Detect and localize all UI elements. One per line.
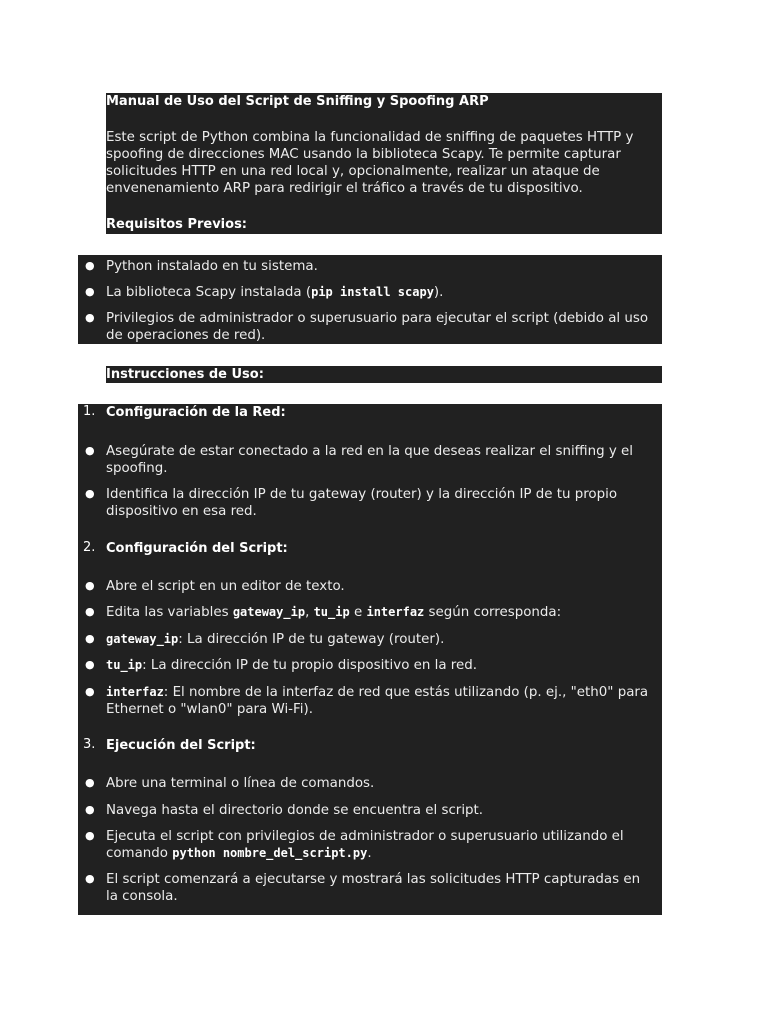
- step-title: Ejecución del Script:: [106, 738, 256, 753]
- bullet-icon: ●: [85, 658, 95, 671]
- inline-code: gateway_ip: [232, 605, 306, 619]
- list-item-text: [106, 657, 654, 674]
- step-title: Configuración del Script:: [106, 541, 288, 556]
- text-segment: e: [349, 605, 367, 620]
- list-item-text: Abre una terminal o línea de comandos.: [106, 776, 375, 791]
- list-item-text: Asegúrate de estar conectado a la red en la que deseas realizar el sniffing y el spoofing.: [106, 444, 634, 476]
- bullet-icon: ●: [85, 685, 95, 698]
- bullet-icon: ●: [85, 579, 95, 592]
- text-segment: Edita las variables: [106, 605, 233, 620]
- list-item-text: [106, 284, 654, 301]
- inline-code: pip install scapy: [311, 285, 434, 299]
- instrucciones-heading: Instrucciones de Uso:: [106, 367, 264, 382]
- bullet-icon: ●: [85, 311, 95, 324]
- inline-code: tu_ip: [313, 605, 350, 619]
- text-segment: : La dirección IP de tu propio dispositivo en la red.: [142, 658, 478, 673]
- bullet-icon: ●: [85, 444, 95, 457]
- list-item-text: [106, 631, 654, 648]
- list-item-text: [106, 684, 654, 718]
- inline-code: interfaz: [106, 685, 164, 699]
- requisitos-heading: Requisitos Previos:: [106, 217, 248, 232]
- list-item-text: Identifica la dirección IP de tu gateway (router) y la dirección IP de tu propio dispositivo en esa red.: [106, 487, 618, 519]
- step-number: 1.: [83, 404, 96, 419]
- document-title: Manual de Uso del Script de Sniffing y Spoofing ARP: [106, 94, 489, 109]
- step-number: 2.: [83, 540, 96, 555]
- step-number: 3.: [83, 737, 96, 752]
- inline-code: interfaz: [366, 605, 425, 619]
- list-item-text: Abre el script en un editor de texto.: [106, 579, 345, 594]
- list-item-text: Navega hasta el directorio donde se encuentra el script.: [106, 803, 484, 818]
- text-segment: : La dirección IP de tu gateway (router).: [178, 632, 445, 647]
- bullet-icon: ●: [85, 285, 95, 298]
- step-title: Configuración de la Red:: [106, 405, 286, 420]
- bullet-icon: ●: [85, 487, 95, 500]
- inline-code: tu_ip: [106, 658, 143, 672]
- intro-paragraph: Este script de Python combina la funcionalidad de sniffing de paquetes HTTP y spoofing de direcciones MAC usando la biblioteca Scapy. Te permite capturar solicitudes HTTP en una red local y, opcionalmente, realizar un ataque de envenenamiento ARP para redirigir el tráfico a través de tu dispositivo.: [106, 130, 634, 196]
- list-item-text: Python instalado en tu sistema.: [106, 259, 318, 274]
- list-item-text: Privilegios de administrador o superusuario para ejecutar el script (debido al uso de operaciones de red).: [106, 311, 649, 343]
- inline-code: python nombre_del_script.py: [172, 846, 368, 860]
- text-segment: según corresponda:: [424, 605, 562, 620]
- bullet-icon: ●: [85, 259, 95, 272]
- bullet-icon: ●: [85, 632, 95, 645]
- text-segment: : El nombre de la interfaz de red que estás utilizando (p. ej., "eth0" para Ethernet o "wlan0" para Wi-Fi).: [106, 685, 649, 717]
- inline-code: gateway_ip: [106, 632, 179, 646]
- bullet-icon: ●: [85, 605, 95, 618]
- text-segment: La biblioteca Scapy instalada (: [106, 285, 312, 300]
- list-item-text: El script comenzará a ejecutarse y mostrará las solicitudes HTTP capturadas en la consola.: [106, 872, 641, 904]
- list-item-text: [106, 828, 654, 862]
- bullet-icon: ●: [85, 872, 95, 885]
- text-segment: Ejecuta el script con privilegios de administrador o superusuario utilizando el comando: [106, 829, 624, 861]
- bullet-icon: ●: [85, 803, 95, 816]
- bullet-icon: ●: [85, 776, 95, 789]
- text-segment: .: [367, 846, 372, 861]
- bullet-icon: ●: [85, 829, 95, 842]
- text-segment: ,: [305, 605, 314, 620]
- list-item-text: [106, 604, 654, 621]
- text-segment: ).: [433, 285, 444, 300]
